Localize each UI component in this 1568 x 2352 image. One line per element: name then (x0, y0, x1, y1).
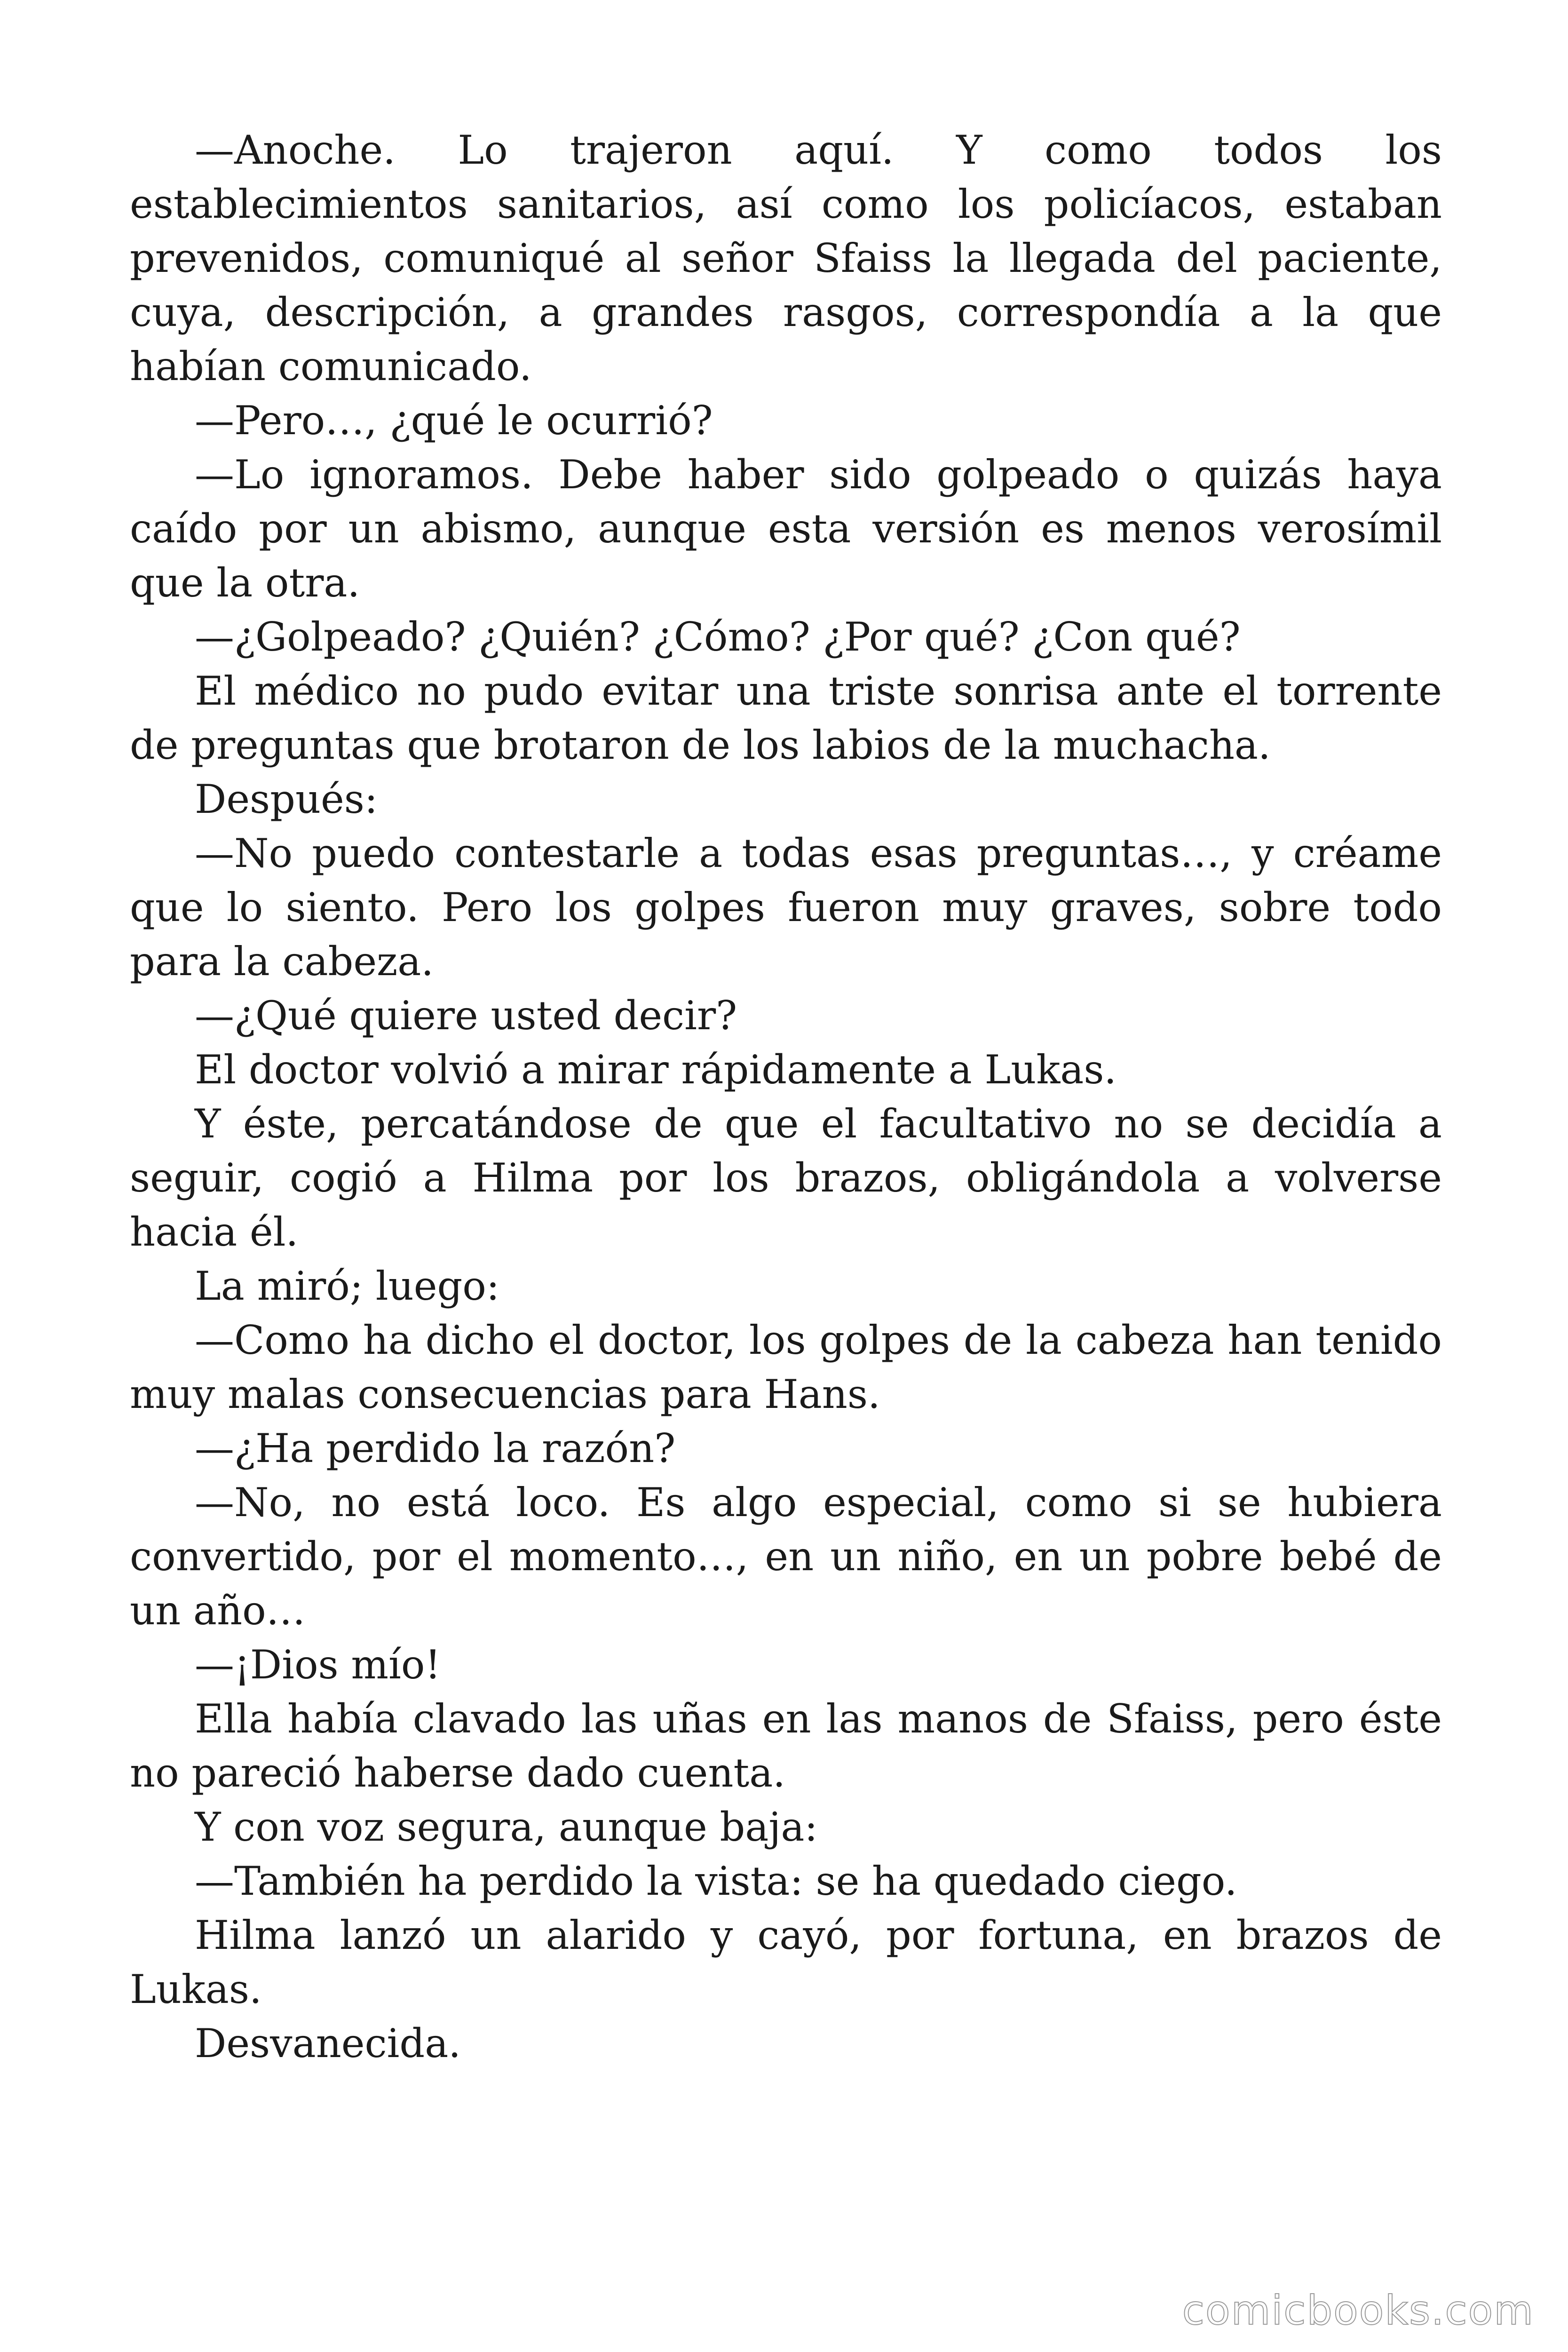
paragraph: Y con voz segura, aunque baja: (195, 1804, 818, 1850)
paragraph: —No puedo contestarle a todas esas preguntas…, y créame que lo siento. Pero los golpes fueron muy graves, sobre todo para la cabeza. (130, 830, 1442, 985)
paragraph: —¡Dios mío! (195, 1642, 441, 1688)
paragraph: La miró; luego: (195, 1263, 500, 1309)
page-body (130, 123, 1442, 2071)
paragraph: —Pero…, ¿qué le ocurrió? (195, 397, 713, 444)
paragraph: —No, no está loco. Es algo especial, como si se hubiera convertido, por el momento…, en un niño, en un pobre bebé de un año… (130, 1479, 1442, 1634)
paragraph: —También ha perdido la vista: se ha quedado ciego. (195, 1858, 1237, 1904)
paragraph: —Lo ignoramos. Debe haber sido golpeado o quizás haya caído por un abismo, aunque esta versión es menos verosímil que la otra. (130, 452, 1442, 606)
paragraph: El doctor volvió a mirar rápidamente a Lukas. (195, 1047, 1117, 1093)
paragraph: Desvanecida. (195, 2020, 461, 2066)
paragraph: —¿Golpeado? ¿Quién? ¿Cómo? ¿Por qué? ¿Con qué? (195, 614, 1241, 660)
watermark: comicbooks.com (1182, 2287, 1534, 2334)
paragraph: —Como ha dicho el doctor, los golpes de la cabeza han tenido muy malas consecuencias para Hans. (130, 1317, 1442, 1417)
paragraph: Hilma lanzó un alarido y cayó, por fortuna, en brazos de Lukas. (130, 1912, 1442, 2012)
paragraph: Ella había clavado las uñas en las manos de Sfaiss, pero éste no pareció haberse dado cuenta. (130, 1696, 1442, 1796)
paragraph: Y éste, percatándose de que el facultativo no se decidía a seguir, cogió a Hilma por los brazos, obligándola a volverse hacia él. (130, 1101, 1442, 1255)
paragraph: Después: (195, 776, 378, 822)
paragraph: —¿Qué quiere usted decir? (195, 993, 737, 1039)
paragraph: El médico no pudo evitar una triste sonrisa ante el torrente de preguntas que brotaron de los labios de la muchacha. (130, 668, 1442, 768)
paragraph: —¿Ha perdido la razón? (195, 1425, 676, 1471)
paragraph: —Anoche. Lo trajeron aquí. Y como todos los establecimientos sanitarios, así como los policíacos, estaban prevenidos, comuniqué al señor Sfaiss la llegada del paciente, cuya, descripción, a grandes rasgos, correspondía a la que habían comunicado. (130, 127, 1442, 389)
